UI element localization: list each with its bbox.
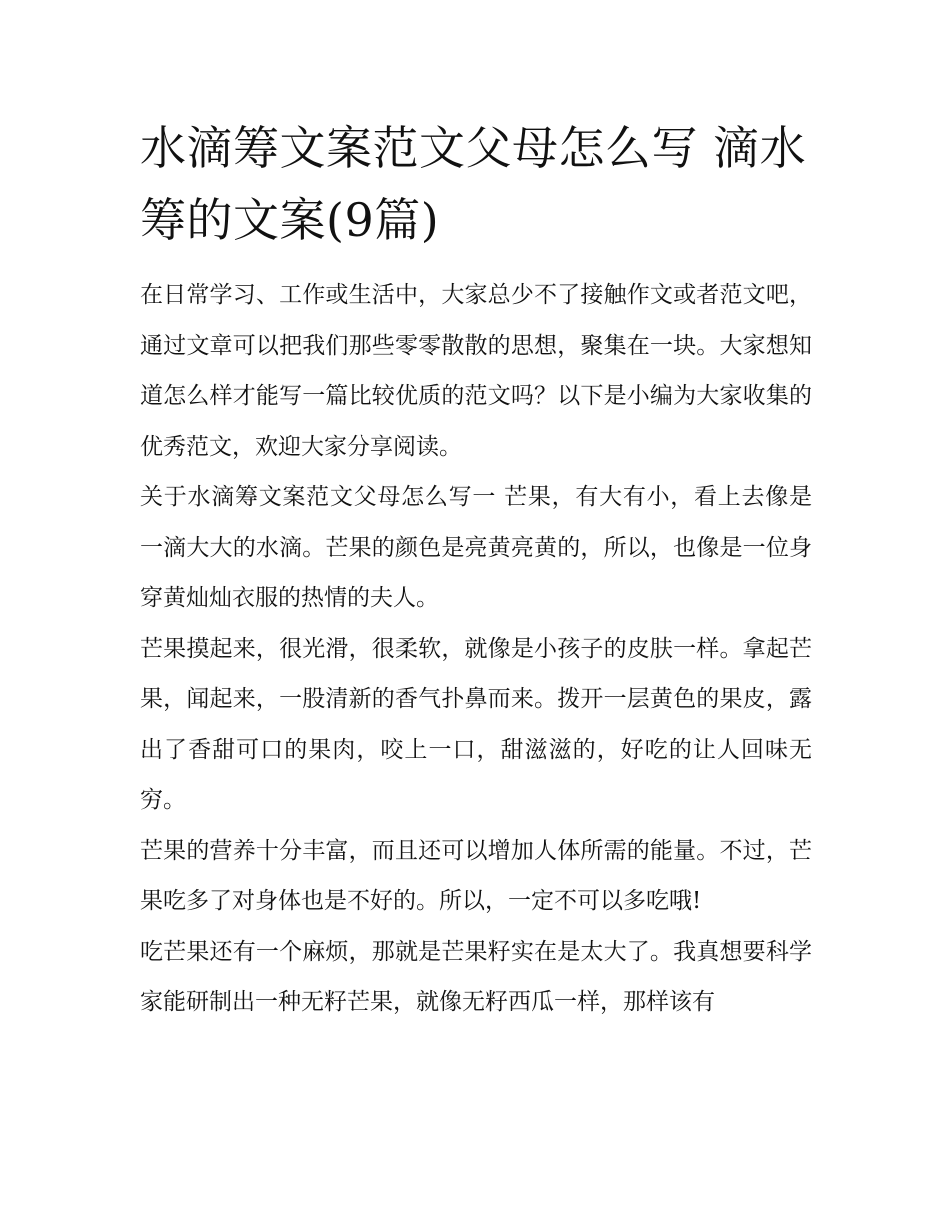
paragraph-mango-appearance: 关于水滴筹文案范文父母怎么写一 芒果，有大有小，看上去像是一滴大大的水滴。芒果的颜色是亮黄亮黄的，所以，也像是一位身穿黄灿灿衣服的热情的夫人。 (140, 484, 812, 611)
paragraph-mango-seed: 吃芒果还有一个麻烦，那就是芒果籽实在是太大了。我真想要科学家能研制出一种无籽芒果，就像无籽西瓜一样，那样该有 (140, 938, 812, 1015)
document-title: 水滴筹文案范文父母怎么写 滴水筹的文案(9篇) (140, 121, 807, 247)
paragraph-mango-touch-taste: 芒果摸起来，很光滑，很柔软，就像是小孩子的皮肤一样。拿起芒果，闻起来，一股清新的香气扑鼻而来。拨开一层黄色的果皮，露出了香甜可口的果肉，咬上一口，甜滋滋的，好吃的让人回味无穷。 (140, 635, 812, 813)
paragraph-mango-nutrition: 芒果的营养十分丰富，而且还可以增加人体所需的能量。不过，芒果吃多了对身体也是不好的。所以，一定不可以多吃哦! (140, 837, 812, 914)
paragraph-intro: 在日常学习、工作或生活中，大家总少不了接触作文或者范文吧，通过文章可以把我们那些零零散散的思想，聚集在一块。大家想知道怎么样才能写一篇比较优质的范文吗？以下是小编为大家收集的优秀范文，欢迎大家分享阅读。 (140, 282, 812, 460)
document-content (140, 112, 812, 1028)
